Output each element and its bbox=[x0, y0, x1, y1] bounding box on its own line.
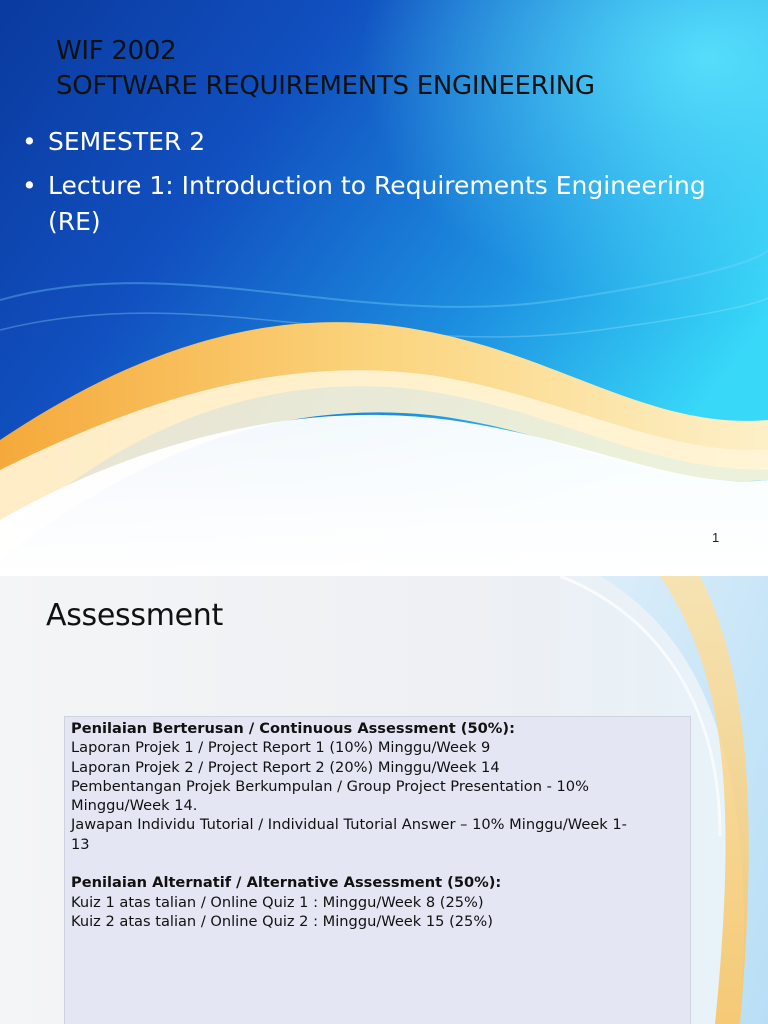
assessment-slide bbox=[0, 576, 768, 1024]
spacer bbox=[71, 854, 684, 873]
continuous-assessment-heading: Penilaian Berterusan / Continuous Assessment (50%): bbox=[71, 720, 515, 737]
bullet-text: Lecture 1: Introduction to Requirements Engineering (RE) bbox=[48, 171, 706, 236]
continuous-item: Pembentangan Projek Berkumpulan / Group Project Presentation - 10% bbox=[71, 777, 589, 795]
slide-heading: Assessment bbox=[46, 598, 223, 633]
continuous-item: 13 bbox=[71, 835, 90, 853]
bullet-icon: • bbox=[22, 127, 37, 156]
continuous-item: Jawapan Individu Tutorial / Individual Tutorial Answer – 10% Minggu/Week 1- bbox=[71, 816, 627, 834]
continuous-item: Laporan Projek 2 / Project Report 2 (20%) Minggu/Week 14 bbox=[71, 758, 500, 776]
alternative-assessment-heading: Penilaian Alternatif / Alternative Assessment (50%): bbox=[71, 874, 502, 892]
alternative-item: Kuiz 2 atas talian / Online Quiz 2 : Minggu/Week 15 (25%) bbox=[71, 912, 493, 930]
continuous-item: Laporan Projek 1 / Project Report 1 (10%) Minggu/Week 9 bbox=[71, 739, 491, 757]
title-bullet-list bbox=[22, 124, 722, 248]
alternative-item: Kuiz 1 atas talian / Online Quiz 1 : Minggu/Week 8 (25%) bbox=[71, 893, 484, 911]
course-code: WIF 2002 bbox=[56, 36, 177, 66]
course-name: SOFTWARE REQUIREMENTS ENGINEERING bbox=[56, 71, 595, 101]
bullet-lecture bbox=[22, 168, 722, 240]
course-title bbox=[56, 34, 595, 104]
bullet-semester bbox=[22, 124, 722, 160]
continuous-item: Minggu/Week 14. bbox=[71, 797, 198, 815]
bullet-text: SEMESTER 2 bbox=[48, 127, 206, 156]
assessment-box bbox=[64, 716, 691, 1024]
slide-number: 1 bbox=[712, 530, 720, 545]
bullet-icon: • bbox=[22, 171, 37, 200]
